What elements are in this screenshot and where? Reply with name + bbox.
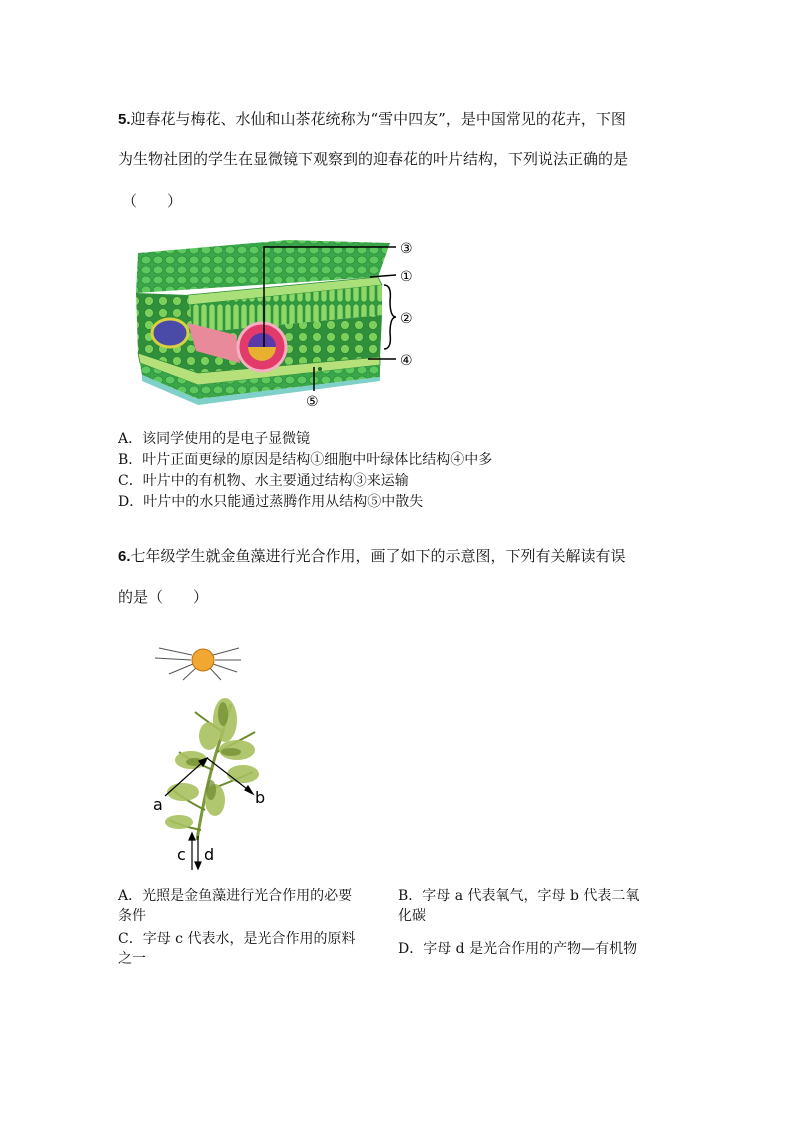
- q5-number: 5.: [118, 111, 131, 128]
- label-4: ④: [400, 353, 413, 369]
- vein-side: [152, 319, 188, 347]
- label-3: ③: [400, 241, 413, 257]
- hornwort-photosynthesis-diagram: [145, 640, 275, 870]
- label-d: d: [204, 845, 215, 864]
- label-1: ①: [400, 269, 413, 285]
- label-2: ②: [400, 311, 413, 327]
- q6-stem-line2: 的是（ ）: [118, 588, 209, 606]
- q5-option-a[interactable]: A．该同学使用的是电子显微镜: [118, 431, 311, 447]
- bracket-2: [384, 285, 396, 349]
- leaf-cross-section-diagram: [128, 235, 428, 415]
- sun-icon: [155, 648, 241, 680]
- q6-option-b[interactable]: B．字母 a 代表氧气，字母 b 代表二氧 化碳: [398, 888, 640, 924]
- q5-stem-line1: 5.迎春花与梅花、水仙和山茶花统称为“雪中四友”，是中国常见的花卉，下图: [118, 110, 626, 128]
- stoma-marker: [318, 367, 322, 371]
- q6-stem-line1: 6.七年级学生就金鱼藻进行光合作用，画了如下的示意图，下列有关解读有误: [118, 547, 626, 565]
- q5-option-b[interactable]: B．叶片正面更绿的原因是结构①细胞中叶绿体比结构④中多: [118, 452, 493, 468]
- q5-option-d[interactable]: D．叶片中的水只能通过蒸腾作用从结构⑤中散失: [118, 494, 424, 510]
- q6-option-c[interactable]: C．字母 c 代表水，是光合作用的原料 之一: [118, 931, 356, 967]
- q5-option-c[interactable]: C．叶片中的有机物、水主要通过结构③来运输: [118, 473, 409, 489]
- label-c: c: [177, 845, 186, 864]
- q6-option-a[interactable]: A．光照是金鱼藻进行光合作用的必要 条件: [118, 888, 353, 924]
- q5-stem-line2: 为生物社团的学生在显微镜下观察到的迎春花的叶片结构，下列说法正确的是: [118, 150, 629, 168]
- label-5: ⑤: [306, 394, 319, 410]
- q5-answer-blank: （ ）: [122, 192, 183, 210]
- arrow-c-head: [189, 833, 195, 840]
- label-a: a: [153, 795, 163, 814]
- label-b: b: [255, 788, 266, 807]
- q6-option-d[interactable]: D．字母 d 是光合作用的产物—有机物: [398, 941, 638, 957]
- q6-number: 6.: [118, 548, 131, 565]
- arrow-d-head: [195, 862, 201, 869]
- arrow-b-head: [245, 786, 253, 794]
